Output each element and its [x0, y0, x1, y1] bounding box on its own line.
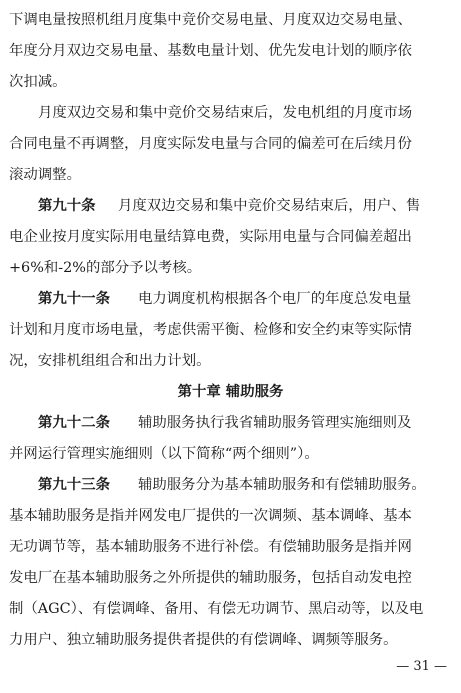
text-line-4: 月度双边交易和集中竞价交易结束后，发电机组的月度市场: [38, 105, 413, 121]
article-90-label: 第九十条: [38, 197, 96, 214]
text-line-19: 制（AGC）、有偿调峰、备用、有偿无功调节、黑启动等，以及电: [9, 601, 424, 617]
text-line-7: 月度双边交易和集中竞价交易结束后，用户、售: [118, 198, 421, 214]
text-line-13: 辅助服务执行我省辅助服务管理实施细则及: [138, 415, 412, 431]
page-number: — 31 —: [396, 659, 447, 674]
text-line-1: 下调电量按照机组月度集中竞价交易电量、月度双边交易电量、: [9, 12, 412, 28]
text-line-3: 次扣减。: [9, 74, 67, 90]
text-line-20: 力用户、独立辅助服务提供者提供的有偿调峰、调频等服务。: [9, 632, 398, 648]
text-line-9: +6%和-2%的部分予以考核。: [9, 260, 202, 276]
article-91-label: 第九十一条: [38, 290, 110, 307]
text-line-14: 并网运行管理实施细则（以下简称“两个细则”）。: [9, 446, 319, 462]
text-line-6: 滚动调整。: [9, 167, 81, 183]
text-line-15: 辅助服务分为基本辅助服务和有偿辅助服务。: [138, 477, 426, 493]
chapter-heading: 第十章 辅助服务: [177, 383, 284, 400]
text-line-16: 基本辅助服务是指并网发电厂提供的一次调频、基本调峰、基本: [9, 508, 412, 524]
article-92-label: 第九十二条: [38, 414, 110, 431]
text-line-11: 计划和月度市场电量，考虑供需平衡、检修和安全约束等实际情: [9, 322, 412, 338]
article-93-label: 第九十三条: [38, 476, 110, 493]
text-line-8: 电企业按月度实际用电量结算电费，实际用电量与合同偏差超出: [9, 229, 412, 245]
text-line-18: 发电厂在基本辅助服务之外所提供的辅助服务，包括自动发电控: [9, 570, 412, 586]
text-line-12: 况，安排机组组合和出力计划。: [9, 353, 211, 369]
text-line-2: 年度分月双边交易电量、基数电量计划、优先发电计划的顺序依: [9, 43, 412, 59]
text-line-17: 无功调节等，基本辅助服务不进行补偿。有偿辅助服务是指并网: [9, 539, 412, 555]
text-line-10: 电力调度机构根据各个电厂的年度总发电量: [138, 291, 412, 307]
text-line-5: 合同电量不再调整，月度实际发电量与合同的偏差可在后续月份: [9, 136, 412, 152]
